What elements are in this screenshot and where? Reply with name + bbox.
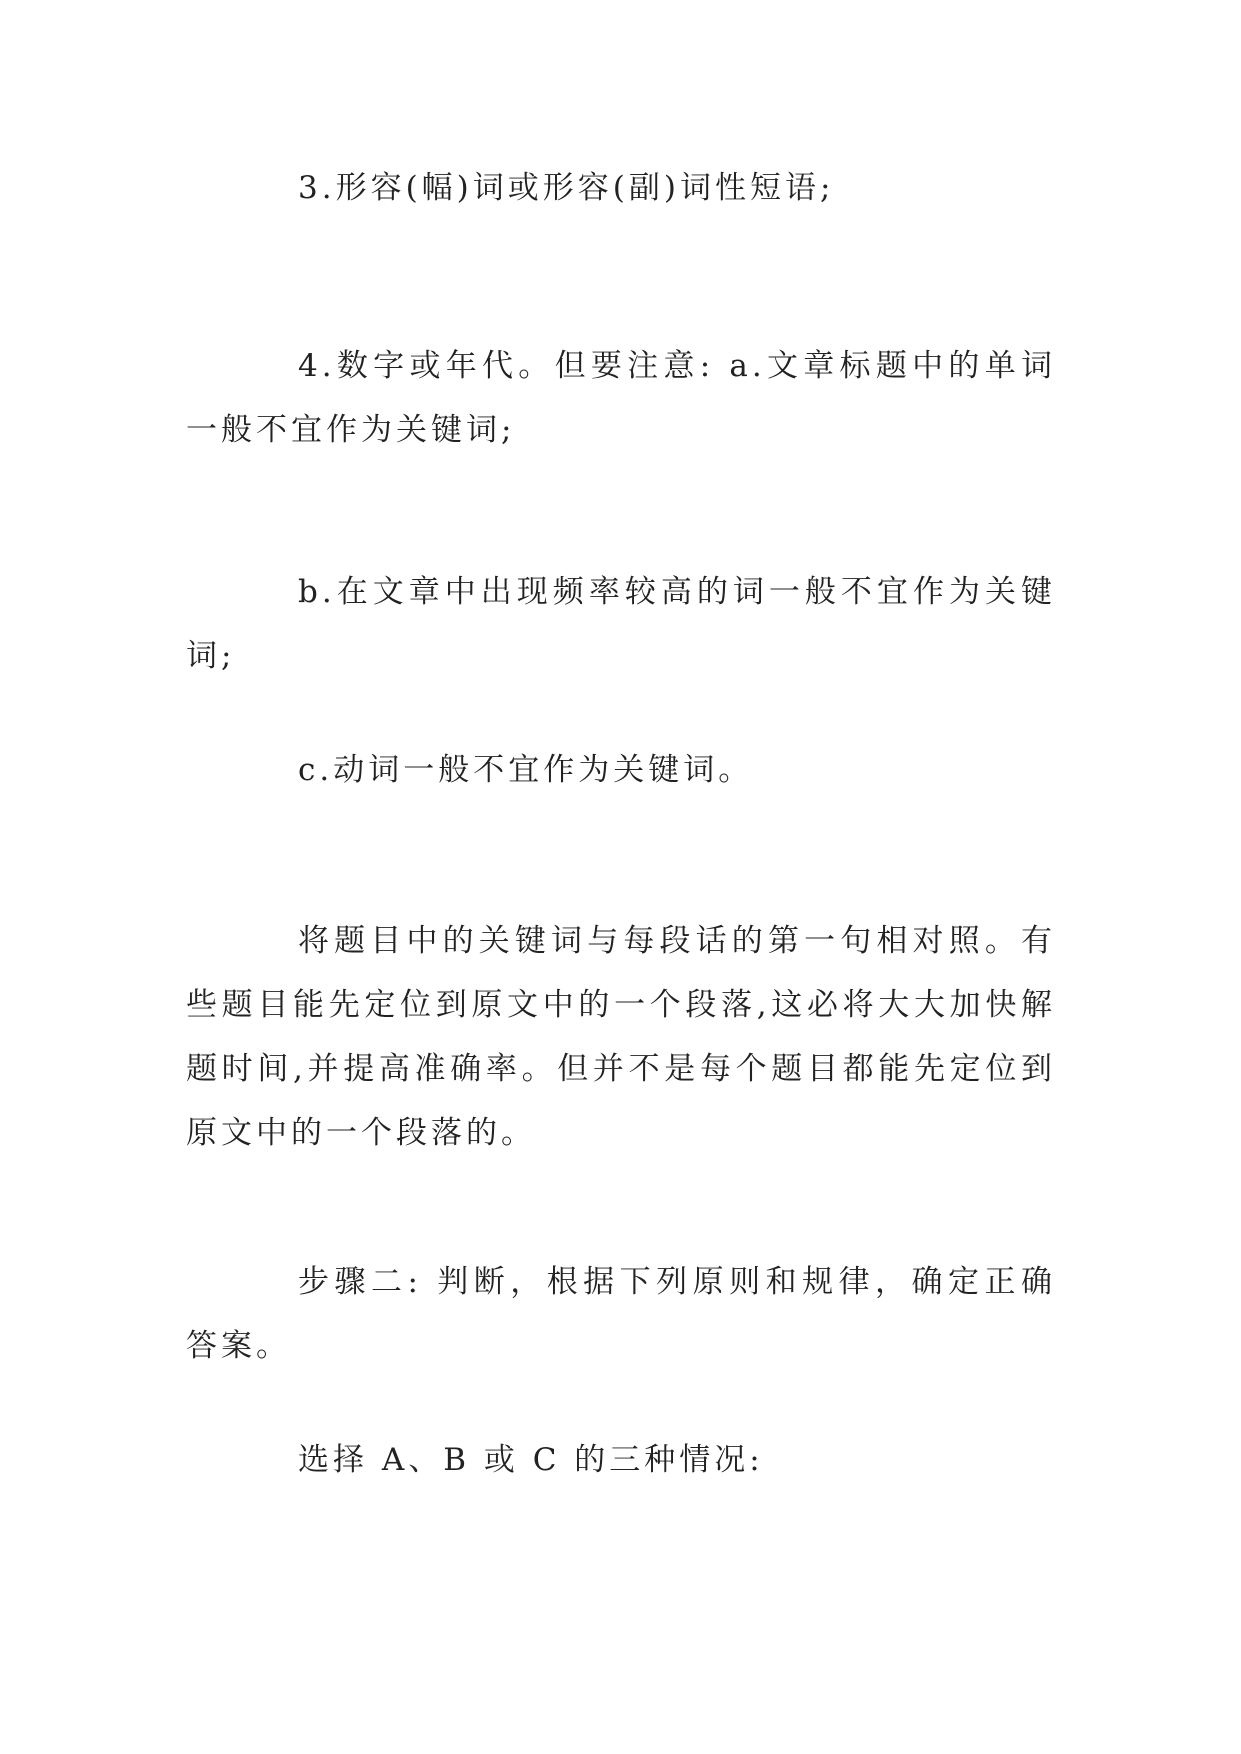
paragraph-numbers-years-note: 4.数字或年代。但要注意: a.文章标题中的单词一般不宜作为关键词; bbox=[186, 348, 1056, 448]
paragraph-abc-cases: 选择 A、B 或 C 的三种情况: bbox=[298, 1442, 764, 1478]
paragraph-step-two: 步骤二: 判断，根据下列原则和规律，确定正确答案。 bbox=[186, 1264, 1056, 1364]
paragraph-verbs: c.动词一般不宜作为关键词。 bbox=[298, 752, 754, 788]
paragraph-adjective-adverb-phrases: 3.形容(幅)词或形容(副)词性短语; bbox=[298, 170, 835, 206]
paragraph-keyword-matching: 将题目中的关键词与每段话的第一句相对照。有些题目能先定位到原文中的一个段落,这必将大大加快解题时间,并提高准确率。但并不是每个题目都能先定位到原文中的一个段落的。 bbox=[186, 923, 1056, 1151]
paragraph-frequent-words: b.在文章中出现频率较高的词一般不宜作为关键词; bbox=[186, 574, 1056, 674]
